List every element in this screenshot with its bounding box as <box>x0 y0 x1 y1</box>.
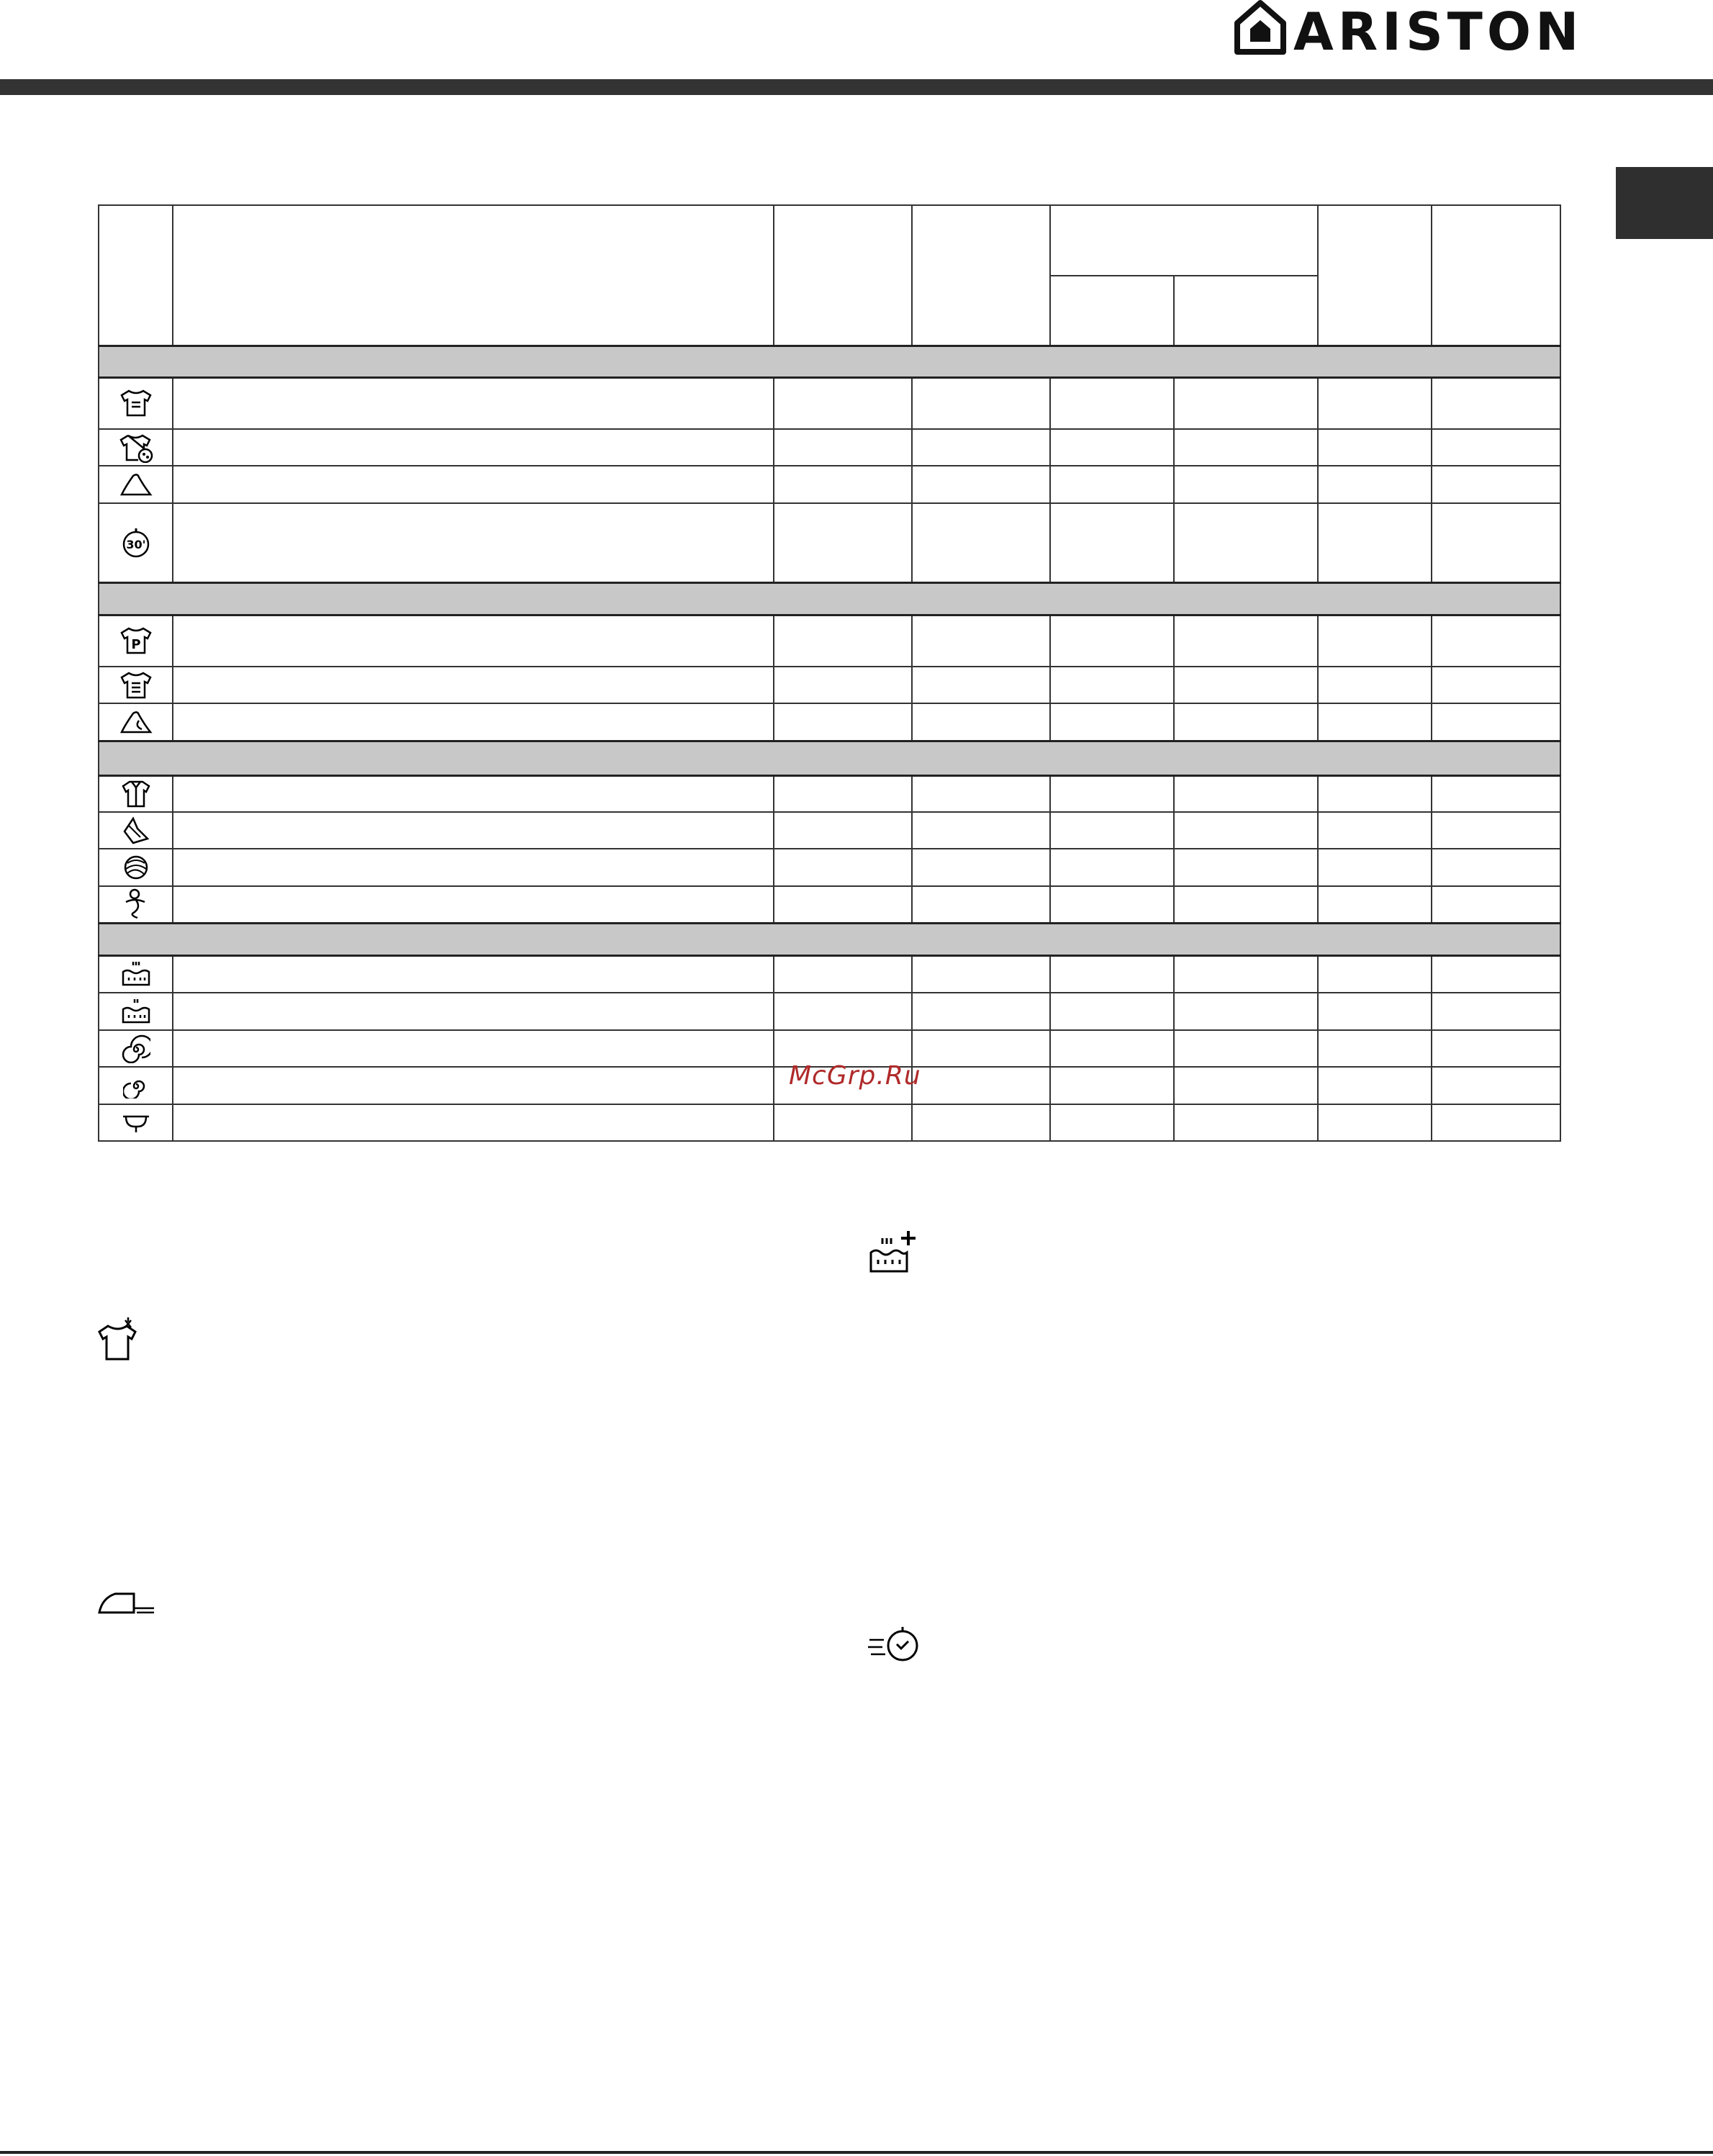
header-cell-programme <box>173 205 774 346</box>
section-header-2 <box>99 582 1560 615</box>
header-cell-3 <box>774 205 912 346</box>
iron-icon <box>96 1588 155 1617</box>
table-row <box>99 377 1560 429</box>
silk-shirt-icon <box>120 779 152 809</box>
header-cell-4 <box>912 205 1050 346</box>
watermark: McGrp.Ru <box>789 1061 921 1091</box>
wool-ball-icon <box>122 853 150 882</box>
cotton-shirt-icon <box>119 670 153 700</box>
extra-rinse-icon <box>868 1228 920 1276</box>
drain-icon <box>120 1111 152 1135</box>
header-cell-group <box>1050 205 1318 276</box>
cotton-shirt-icon <box>119 388 153 418</box>
header-cell-8 <box>1432 205 1560 346</box>
table-row <box>99 993 1560 1030</box>
synthetic-shirt-icon <box>119 626 153 656</box>
svg-text:P: P <box>130 637 141 653</box>
rinse-tub-light-icon <box>120 996 152 1027</box>
table-row <box>99 812 1560 849</box>
table-row <box>99 703 1560 741</box>
timer-30-icon <box>120 526 152 560</box>
table-row <box>99 955 1560 993</box>
side-tab <box>1616 167 1713 239</box>
stain-shirt-icon <box>118 433 154 463</box>
programme-table <box>98 204 1561 1142</box>
table-row <box>99 466 1560 503</box>
section-header-3 <box>99 741 1560 775</box>
table-row <box>99 849 1560 886</box>
table-row <box>99 775 1560 812</box>
table-row <box>99 1104 1560 1141</box>
section-header-1 <box>99 346 1560 377</box>
brand-logo <box>1227 0 1583 62</box>
easy-iron-shirt-icon <box>96 1317 140 1362</box>
house-logo-icon <box>1231 0 1289 58</box>
baby-icon <box>120 888 152 921</box>
header-cell-7 <box>1318 205 1432 346</box>
header-subcell-2 <box>1174 276 1318 346</box>
table-row <box>99 667 1560 703</box>
quick-timer-icon <box>867 1624 924 1664</box>
brand-name: ARISTON <box>1293 1 1583 62</box>
footer-line <box>0 2151 1713 2154</box>
spin-icon <box>122 1034 150 1063</box>
bedding-icon <box>119 470 153 499</box>
svg-text:30': 30' <box>125 537 146 551</box>
table-row <box>99 615 1560 667</box>
spin-light-icon <box>123 1073 149 1099</box>
rinse-tub-icon <box>120 959 152 989</box>
table-row <box>99 429 1560 466</box>
bedding-plus-icon <box>119 708 153 736</box>
section-header-4 <box>99 923 1560 955</box>
header-subcell-1 <box>1050 276 1174 346</box>
table-row <box>99 886 1560 923</box>
header-cell-icon <box>99 205 173 346</box>
table-row <box>99 503 1560 582</box>
header-bar <box>0 79 1713 95</box>
curtain-icon <box>120 816 152 846</box>
